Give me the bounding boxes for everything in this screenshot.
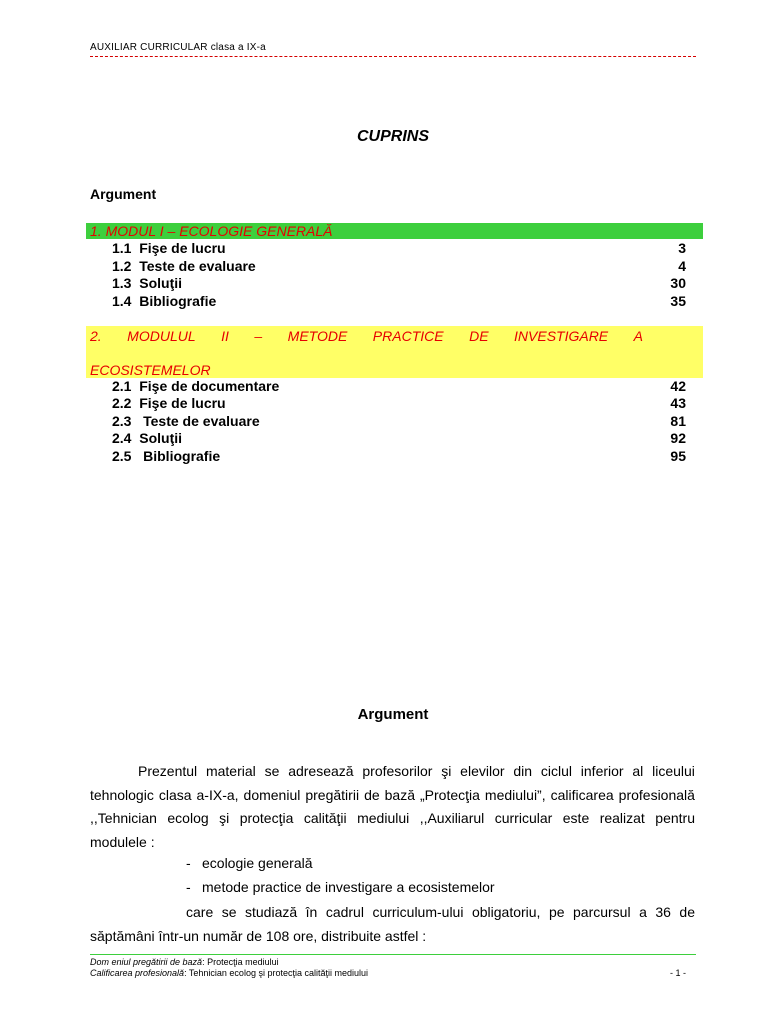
paragraph-line: săptămâni într-un număr de 108 ore, distribuite astfel : xyxy=(90,927,427,944)
paragraph-word: cadrul xyxy=(325,904,364,920)
paragraph-word: care xyxy=(186,904,214,920)
toc-entry-page: 3 xyxy=(678,240,686,256)
toc-entry-label: 2.5 Bibliografie xyxy=(112,448,221,464)
toc-module-1-title: 1. MODUL I – ECOLOGIE GENERALĂ xyxy=(86,223,703,239)
paragraph-word: pe xyxy=(548,904,565,920)
paragraph-word: „Protecţia xyxy=(420,786,480,803)
paragraph-word: profesională xyxy=(618,786,695,803)
toc-entry-label: 1.1 Fişe de lucru xyxy=(112,240,226,256)
paragraph-word: a-IX-a, xyxy=(196,786,239,803)
toc-module-2-title xyxy=(86,326,703,378)
paragraph-word: şi xyxy=(441,763,452,779)
toc-entry-page: 4 xyxy=(678,258,686,274)
toc-entry xyxy=(112,293,686,310)
paragraph-word: în xyxy=(305,904,318,920)
paragraph-word: de xyxy=(364,786,380,803)
paragraph-line: modulele : xyxy=(90,833,155,850)
toc-module-2-word: A xyxy=(633,328,643,344)
paragraph-line xyxy=(90,760,695,784)
paragraph-word: studiază xyxy=(245,904,298,920)
toc-entry-page: 30 xyxy=(670,275,686,291)
toc-entry-label: 2.3 Teste de evaluare xyxy=(112,413,260,429)
toc-entry xyxy=(112,275,686,292)
toc-entry xyxy=(112,413,686,430)
paragraph-word: calităţii xyxy=(303,810,347,826)
toc-entry-page: 43 xyxy=(670,395,686,411)
paragraph-word: realizat xyxy=(599,810,645,826)
paragraph-word: al xyxy=(632,763,644,779)
paragraph-line xyxy=(90,901,695,925)
paragraph-word: profesorilor xyxy=(362,763,433,779)
toc-entry-label: 1.3 Soluţii xyxy=(112,275,183,291)
paragraph-word: ciclul xyxy=(540,763,572,779)
paragraph-word: adresează xyxy=(288,763,354,779)
toc-entry-page: 95 xyxy=(670,448,686,464)
toc-entry-page: 81 xyxy=(670,413,686,429)
paragraph-word: domeniul xyxy=(243,786,301,803)
header-divider xyxy=(90,56,696,57)
paragraph-line xyxy=(90,784,695,808)
paragraph-word: tehnologic xyxy=(90,786,154,803)
toc-module-2-word: INVESTIGARE xyxy=(514,328,609,344)
paragraph-word: mediului xyxy=(357,810,410,826)
toc-entry xyxy=(112,448,686,465)
paragraph-word: 36 xyxy=(655,904,671,920)
list-item: - metode practice de investigare a ecosistemelor xyxy=(186,879,495,895)
paragraph-word: se xyxy=(221,904,237,920)
paragraph-word: este xyxy=(562,810,590,826)
paragraph-word: curriculum-ului xyxy=(372,904,464,920)
footer-divider xyxy=(90,954,696,955)
paragraph-word: de xyxy=(679,904,695,920)
argument-paragraph-2 xyxy=(90,901,695,948)
toc-entry xyxy=(112,430,686,447)
paragraph-word: ecolog xyxy=(167,810,209,826)
toc-module-2-word: II xyxy=(221,328,229,344)
toc-entry xyxy=(112,378,686,395)
toc-entry xyxy=(112,240,686,257)
paragraph-word: Prezentul xyxy=(138,763,198,779)
toc-entry-label: 1.2 Teste de evaluare xyxy=(112,258,256,274)
toc-entry-page: 35 xyxy=(670,293,686,309)
paragraph-word: elevilor xyxy=(460,763,505,779)
toc-argument: Argument xyxy=(90,186,157,202)
paragraph-word: clasa xyxy=(158,786,192,803)
toc-entry-label: 1.4 Bibliografie xyxy=(112,293,217,309)
paragraph-word: ,,Auxiliarul xyxy=(419,810,485,826)
paragraph-word: obligatoriu, xyxy=(471,904,541,920)
toc-entry-label: 2.4 Soluţii xyxy=(112,430,183,446)
paragraph-word: calificarea xyxy=(550,786,614,803)
page-number: - 1 - xyxy=(669,968,686,978)
paragraph-word: ,,Tehnician xyxy=(90,810,157,826)
toc-module-2-word: PRACTICE xyxy=(372,328,444,344)
paragraph-word: protecţia xyxy=(239,810,294,826)
paragraph-word: şi xyxy=(219,810,230,826)
paragraph-line xyxy=(90,807,695,831)
toc-title: CUPRINS xyxy=(356,128,429,145)
toc-entry xyxy=(112,395,686,412)
paragraph-word: pregătirii xyxy=(305,786,360,803)
paragraph-word: bază xyxy=(384,786,415,803)
paragraph-word: inferior xyxy=(580,763,624,779)
toc-entry-page: 42 xyxy=(670,378,686,394)
toc-entry-label: 2.1 Fişe de documentare xyxy=(112,378,280,394)
toc-entry-page: 92 xyxy=(670,430,686,446)
list-item: - ecologie generală xyxy=(186,855,313,871)
footer-qualification: Calificarea profesională: Tehnician ecolog şi protecţia calităţii mediului - 1 - xyxy=(90,968,686,978)
paragraph-word: parcursul xyxy=(573,904,631,920)
page-header: AUXILIAR CURRICULAR clasa a IX-a xyxy=(90,42,266,53)
footer-domain: Dom eniul pregătirii de bază: Protecţia mediului xyxy=(90,957,279,967)
argument-title: Argument xyxy=(357,706,429,723)
paragraph-word: pentru xyxy=(655,810,695,826)
toc-module-2-word: 2. xyxy=(90,328,102,344)
paragraph-word: a xyxy=(639,904,647,920)
argument-paragraph-1 xyxy=(90,760,695,854)
paragraph-word: se xyxy=(264,763,280,779)
toc-module-2-word: METODE xyxy=(287,328,348,344)
toc-entry-label: 2.2 Fişe de lucru xyxy=(112,395,226,411)
paragraph-word: mediului”, xyxy=(484,786,546,803)
paragraph-word: material xyxy=(205,763,256,779)
paragraph-word: din xyxy=(513,763,533,779)
toc-module-2-word: – xyxy=(254,328,263,344)
paragraph-word: liceului xyxy=(652,763,695,779)
toc-entry xyxy=(112,258,686,275)
toc-module-2-line2: ECOSISTEMELOR xyxy=(90,362,211,378)
paragraph-word: curricular xyxy=(494,810,553,826)
toc-module-2-word: MODULUL xyxy=(127,328,196,344)
toc-module-2-word: DE xyxy=(469,328,489,344)
